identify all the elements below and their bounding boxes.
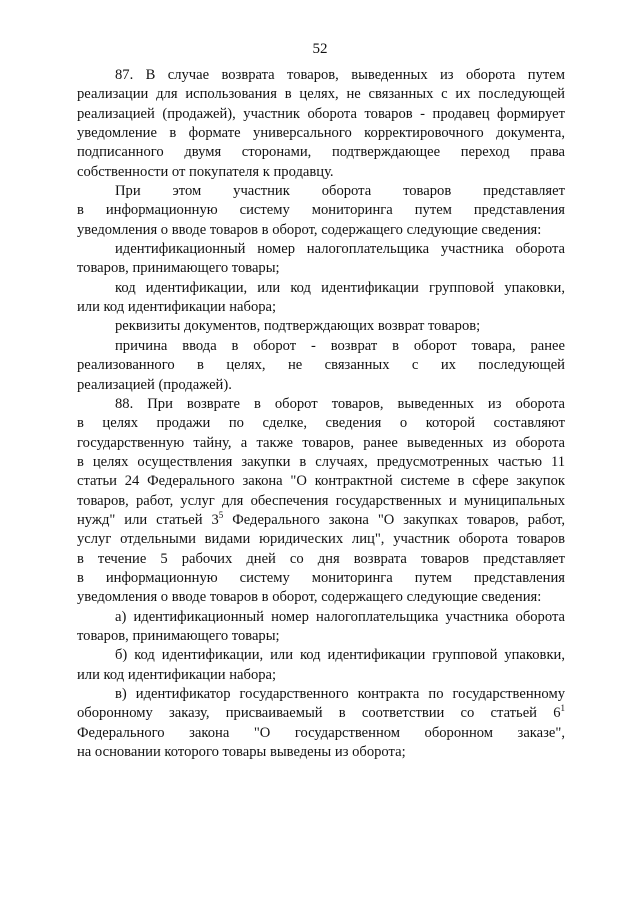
text-line: идентификационный номер налогоплательщика участника оборота (115, 241, 565, 258)
text-line: государственную тайну, а также товаров, ранее выведенных из оборота (77, 434, 565, 451)
text-line: а) идентификационный номер налогоплательщика участника оборота (115, 608, 565, 625)
text-line: или код идентификации набора; (77, 299, 277, 316)
text-fragment: Федерального закона "О закупках товаров, работ, (232, 511, 565, 528)
text-line: в) идентификатор государственного контракта по государственному (115, 686, 565, 702)
text-line: При этом участник оборота товаров представляет (115, 183, 565, 200)
text-line: в течение 5 рабочих дней со дня возврата товаров представляет (77, 550, 565, 567)
text-line: в целях продажи по сделке, сведения о которой составляют (77, 415, 565, 432)
text-line: реализацией (продажей). (77, 376, 232, 393)
text-line: в информационную систему мониторинга путем представления (77, 202, 565, 219)
text-line: товаров, работ, услуг для обеспечения государственных и муниципальных (77, 492, 565, 509)
text-line: услуг отдельными видами юридических лиц", участник оборота товаров (77, 531, 565, 548)
text-line: подписанного двумя сторонами, подтверждающее переход права (77, 144, 565, 161)
text-line: в информационную систему мониторинга путем представления (77, 569, 565, 586)
text-line: в целях осуществления закупки в случаях, предусмотренных частью 11 (77, 453, 565, 470)
text-line: реализацией (продажей), участник оборота товаров - продавец формирует (77, 105, 565, 122)
text-line: реквизиты документов, подтверждающих возврат товаров; (115, 318, 481, 335)
footnote-superscript: 5 (218, 509, 224, 520)
text-fragment: нужд" или статьей 3 (77, 511, 219, 528)
document-body (77, 66, 565, 762)
footnote-superscript: 1 (560, 703, 565, 714)
text-line: код идентификации, или код идентификации групповой упаковки, (115, 279, 565, 296)
text-fragment: оборонному заказу, присваиваемый в соответствии со статьей (77, 705, 537, 722)
text-line: уведомления о вводе товаров в оборот, содержащего следующие сведения: (77, 221, 542, 238)
text-line: причина ввода в оборот - возврат в оборот товара, ранее (115, 337, 565, 354)
text-fragment: 6 (553, 705, 561, 722)
text-line: реализации для использования в целях, не связанных с их последующей (77, 86, 565, 103)
text-line: 88. При возврате в оборот товаров, выведенных из оборота (115, 395, 565, 412)
text-line: 87. В случае возврата товаров, выведенных из оборота путем (115, 67, 565, 83)
text-line: Федерального закона "О государственном оборонном заказе", (77, 724, 565, 741)
text-line: или код идентификации набора; (77, 666, 277, 683)
text-line: статьи 24 Федерального закона "О контрактной системе в сфере закупок (77, 473, 565, 490)
text-line: собственности от покупателя к продавцу. (77, 163, 334, 180)
text-line (77, 511, 565, 530)
text-line (77, 704, 565, 723)
text-line: на основании которого товары выведены из оборота; (77, 744, 406, 761)
text-line: б) код идентификации, или код идентификации групповой упаковки, (115, 647, 565, 664)
text-line: товаров, принимающего товары; (77, 627, 280, 644)
text-line: уведомления о вводе товаров в оборот, содержащего следующие сведения: (77, 589, 542, 606)
page-number: 52 (312, 41, 328, 57)
text-line: товаров, принимающего товары; (77, 260, 280, 277)
text-line: реализованного в целях, не связанных с их последующей (77, 357, 565, 374)
text-line: уведомление в формате универсального корректировочного документа, (77, 125, 565, 142)
